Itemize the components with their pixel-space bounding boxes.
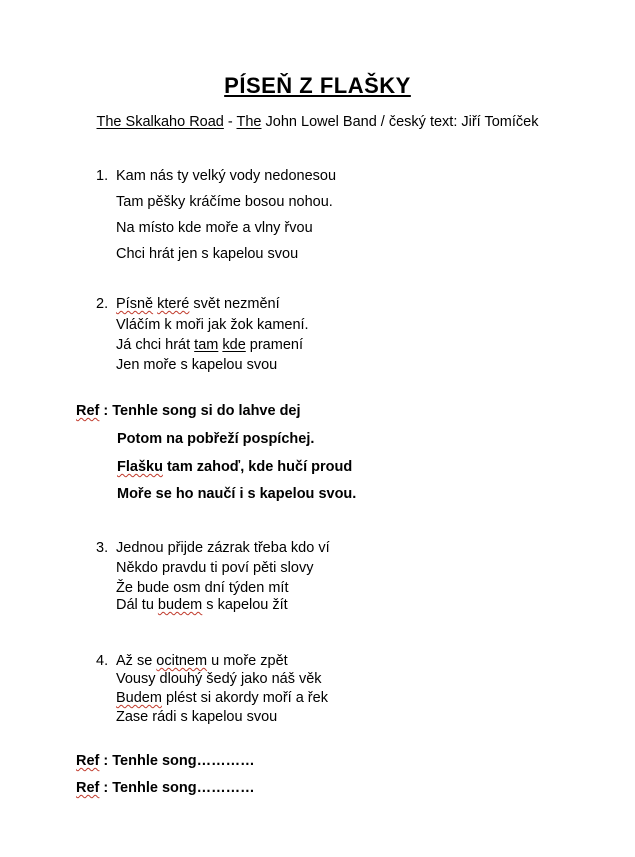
verse-4-line-2: Vousy dlouhý šedý jako náš věk: [116, 671, 322, 687]
refrain-repeat-2-label: Ref: [76, 780, 100, 796]
verse-4-line-4: Zase rádi s kapelou svou: [116, 709, 278, 725]
song-subtitle: [0, 114, 635, 130]
verse-3-line-4: Dál tu budem s kapelou žít: [116, 597, 288, 613]
verse-2-number: 2.: [96, 296, 109, 312]
verse-2-line-2: Vláčím k moři jak žok kamení.: [116, 317, 309, 333]
refrain-line-1: Ref : Tenhle song si do lahve dej: [76, 403, 301, 419]
verse-2-line-1: Písně které svět nezmění: [116, 296, 280, 312]
verse-4-number: 4.: [96, 653, 109, 669]
verse-3-line-3: Že bude osm dní týden mít: [116, 580, 289, 596]
subtitle-song-name: The Skalkaho Road: [96, 114, 224, 130]
verse-2-line-4: Jen moře s kapelou svou: [116, 357, 278, 373]
refrain-repeat-1: Ref : Tenhle song…………: [76, 753, 255, 769]
refrain-line-3: Flašku tam zahoď, kde hučí proud: [117, 459, 353, 475]
verse-4-line-3: Budem plést si akordy moří a řek: [116, 690, 328, 706]
refrain-line-2: Potom na pobřeží pospíchej.: [117, 431, 315, 447]
refrain-label: Ref: [76, 403, 100, 419]
verse-1-line-2: Tam pěšky kráčíme bosou nohou.: [116, 194, 333, 210]
verse-4-line-1: Až se ocitnem u moře zpět: [116, 653, 288, 669]
verse-1-line-3: Na místo kde moře a vlny řvou: [116, 220, 313, 236]
refrain-repeat-1-label: Ref: [76, 753, 100, 769]
verse-3-line-2: Někdo pravdu ti poví pěti slovy: [116, 560, 314, 576]
refrain-repeat-2: Ref : Tenhle song…………: [76, 780, 255, 796]
verse-1-number: 1.: [96, 168, 109, 184]
verse-3-line-1: Jednou přijde zázrak třeba kdo ví: [116, 540, 330, 556]
verse-2-line-3: Já chci hrát tam kde pramení: [116, 337, 303, 353]
song-title: PÍSEŇ Z FLAŠKY: [224, 73, 411, 98]
verse-1-line-1: Kam nás ty velký vody nedonesou: [116, 168, 337, 184]
subtitle-separator: -: [223, 114, 237, 130]
verse-1-line-4: Chci hrát jen s kapelou svou: [116, 246, 299, 262]
refrain-line-4: Moře se ho naučí i s kapelou svou.: [117, 486, 357, 502]
subtitle-article: The: [236, 114, 262, 130]
verse-3-number: 3.: [96, 540, 109, 556]
subtitle-credits: John Lowel Band / český text: Jiří Tomíček: [261, 114, 539, 130]
